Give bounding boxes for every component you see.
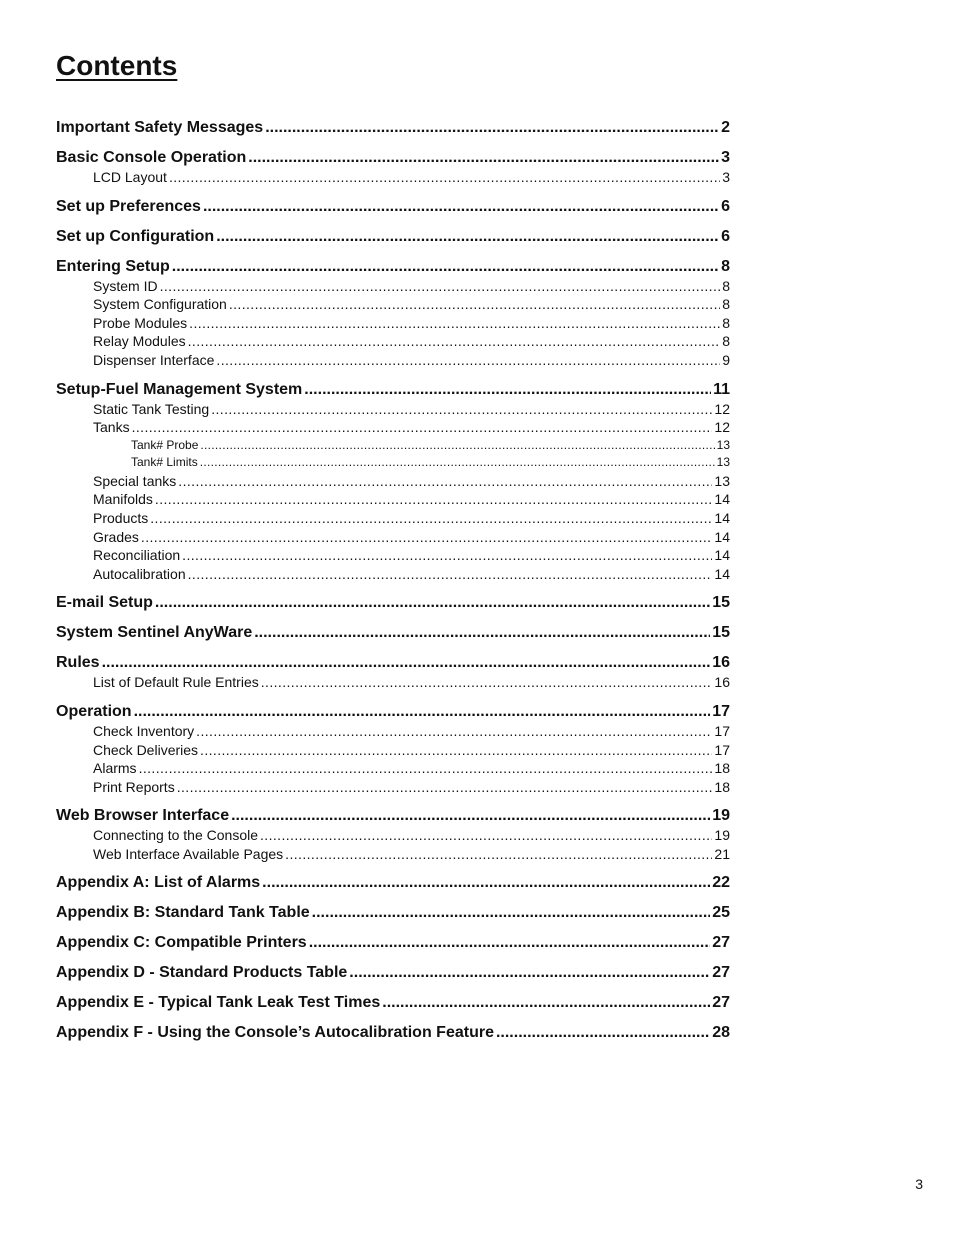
toc-entry-page: 27 bbox=[712, 994, 730, 1012]
dot-leader bbox=[139, 759, 713, 778]
toc-subsubentry[interactable] bbox=[56, 454, 730, 472]
toc-entry-page: 8 bbox=[722, 314, 730, 331]
toc-entry[interactable] bbox=[56, 226, 730, 247]
toc-entry-page: 15 bbox=[712, 624, 730, 642]
toc-entry-label: Alarms bbox=[93, 760, 137, 777]
toc-entry[interactable] bbox=[56, 902, 730, 923]
toc-entry-page: 27 bbox=[712, 934, 730, 952]
toc-entry-label: Manifolds bbox=[93, 491, 153, 508]
dot-leader bbox=[200, 437, 714, 455]
toc-entry-page: 18 bbox=[714, 760, 730, 777]
dot-leader bbox=[102, 652, 711, 673]
toc-entry-label: Rules bbox=[56, 654, 100, 672]
toc-entry-label: Tank# Probe bbox=[131, 437, 199, 452]
toc-entry-page: 13 bbox=[716, 437, 730, 452]
toc-entry-page: 16 bbox=[712, 654, 730, 672]
dot-leader bbox=[216, 226, 719, 247]
dot-leader bbox=[309, 932, 711, 953]
toc-entry-label: Appendix E - Typical Tank Leak Test Times bbox=[56, 994, 381, 1012]
toc-entry-page: 13 bbox=[716, 455, 730, 470]
toc-subentry[interactable] bbox=[56, 277, 730, 296]
dot-leader bbox=[196, 722, 712, 741]
toc-entry-label: Web Interface Available Pages bbox=[93, 845, 284, 862]
toc-entry-page: 17 bbox=[714, 741, 730, 758]
toc-entry-label: Special tanks bbox=[93, 472, 177, 489]
toc-entry[interactable] bbox=[56, 1022, 730, 1043]
dot-leader bbox=[160, 277, 721, 296]
toc-entry-label: Static Tank Testing bbox=[93, 400, 210, 417]
toc-entry-label: System Configuration bbox=[93, 296, 227, 313]
toc-entry-label: List of Default Rule Entries bbox=[93, 674, 259, 691]
dot-leader bbox=[304, 379, 711, 400]
dot-leader bbox=[248, 147, 719, 168]
toc-entry[interactable] bbox=[56, 256, 730, 277]
toc-entry-label: Entering Setup bbox=[56, 257, 170, 275]
toc-subentry[interactable] bbox=[56, 472, 730, 491]
dot-leader bbox=[231, 805, 710, 826]
toc-entry-label: Tanks bbox=[93, 419, 130, 436]
toc-subentry[interactable] bbox=[56, 826, 730, 845]
toc-entry-page: 12 bbox=[714, 419, 730, 436]
toc-entry-label: Appendix B: Standard Tank Table bbox=[56, 904, 310, 922]
toc-entry-label: Web Browser Interface bbox=[56, 807, 230, 825]
toc-entry[interactable] bbox=[56, 117, 730, 138]
dot-leader bbox=[260, 826, 712, 845]
toc-entry-page: 12 bbox=[714, 400, 730, 417]
toc-entry-page: 3 bbox=[722, 169, 730, 185]
toc-entry-label: Set up Preferences bbox=[56, 197, 201, 215]
dot-leader bbox=[211, 400, 712, 419]
toc-entry-page: 8 bbox=[722, 296, 730, 313]
toc-entry[interactable] bbox=[56, 872, 730, 893]
dot-leader bbox=[496, 1022, 710, 1043]
toc-entry-page: 13 bbox=[714, 472, 730, 489]
dot-leader bbox=[261, 673, 713, 692]
toc-entry-label: Operation bbox=[56, 702, 132, 720]
toc-entry[interactable] bbox=[56, 962, 730, 983]
toc-subentry[interactable] bbox=[56, 741, 730, 760]
dot-leader bbox=[155, 490, 713, 509]
toc-entry-label: Print Reports bbox=[93, 778, 175, 795]
toc-subentry[interactable] bbox=[56, 400, 730, 419]
toc-entry-page: 8 bbox=[722, 333, 730, 350]
dot-leader bbox=[134, 701, 711, 722]
toc-entry-label: Dispenser Interface bbox=[93, 351, 215, 368]
toc-subentry[interactable] bbox=[56, 490, 730, 509]
toc-entry-page: 6 bbox=[721, 197, 730, 215]
toc-entry-page: 27 bbox=[712, 964, 730, 982]
dot-leader bbox=[150, 509, 712, 528]
toc-subsubentry[interactable] bbox=[56, 437, 730, 455]
toc-entry-label: Set up Configuration bbox=[56, 227, 215, 245]
dot-leader bbox=[172, 256, 719, 277]
toc-subentry[interactable] bbox=[56, 351, 730, 370]
dot-leader bbox=[141, 528, 713, 547]
toc-entry-label: Products bbox=[93, 509, 149, 526]
toc-subentry[interactable] bbox=[56, 759, 730, 778]
toc-entry-label: E-mail Setup bbox=[56, 594, 153, 612]
toc-subentry[interactable] bbox=[56, 528, 730, 547]
toc-entry-page: 9 bbox=[722, 351, 730, 368]
toc-subentry[interactable] bbox=[56, 509, 730, 528]
toc-entry-page: 8 bbox=[722, 277, 730, 294]
dot-leader bbox=[200, 741, 712, 760]
toc-entry-label: Basic Console Operation bbox=[56, 149, 247, 166]
toc-subentry[interactable] bbox=[56, 546, 730, 565]
toc-subentry[interactable] bbox=[56, 565, 730, 584]
toc-entry[interactable] bbox=[56, 147, 730, 168]
toc-entry-page: 6 bbox=[721, 227, 730, 245]
toc-entry-page: 14 bbox=[714, 565, 730, 582]
toc-entry-label: Appendix F - Using the Console’s Autocalibration Feature bbox=[56, 1024, 494, 1042]
dot-leader bbox=[169, 168, 720, 187]
toc-entry[interactable] bbox=[56, 622, 730, 643]
toc-entry-page: 17 bbox=[712, 702, 730, 720]
toc-entry[interactable] bbox=[56, 701, 730, 722]
dot-leader bbox=[188, 332, 721, 351]
toc-entry[interactable] bbox=[56, 196, 730, 217]
toc-entry-label: Appendix C: Compatible Printers bbox=[56, 934, 307, 952]
dot-leader bbox=[349, 962, 710, 983]
toc-entry-label: LCD Layout bbox=[93, 169, 167, 185]
toc-entry-label: Autocalibration bbox=[93, 565, 186, 582]
toc-subentry[interactable] bbox=[56, 332, 730, 351]
dot-leader bbox=[203, 196, 719, 217]
toc-entry-page: 17 bbox=[714, 722, 730, 739]
toc-entry-label: Important Safety Messages bbox=[56, 119, 264, 136]
toc-entry[interactable] bbox=[56, 992, 730, 1013]
table-of-contents bbox=[56, 117, 730, 1043]
toc-entry[interactable] bbox=[56, 592, 730, 613]
dot-leader bbox=[200, 454, 715, 472]
toc-subentry[interactable] bbox=[56, 845, 730, 864]
toc-entry-page: 28 bbox=[712, 1024, 730, 1042]
dot-leader bbox=[285, 845, 712, 864]
toc-entry-label: Connecting to the Console bbox=[93, 827, 258, 844]
toc-entry-label: Tank# Limits bbox=[131, 455, 198, 470]
dot-leader bbox=[262, 872, 710, 893]
toc-subentry[interactable] bbox=[56, 168, 730, 187]
dot-leader bbox=[216, 351, 720, 370]
toc-entry[interactable] bbox=[56, 805, 730, 826]
page-number: 3 bbox=[915, 1176, 923, 1192]
toc-entry-label: Relay Modules bbox=[93, 333, 186, 350]
toc-subentry[interactable] bbox=[56, 314, 730, 333]
toc-subentry[interactable] bbox=[56, 295, 730, 314]
toc-entry-page: 8 bbox=[721, 257, 730, 275]
dot-leader bbox=[132, 418, 713, 437]
toc-entry[interactable] bbox=[56, 932, 730, 953]
toc-entry-label: Reconciliation bbox=[93, 547, 181, 564]
toc-entry-label: Check Inventory bbox=[93, 722, 195, 739]
toc-entry-page: 22 bbox=[712, 874, 730, 892]
dot-leader bbox=[177, 778, 713, 797]
page-title: Contents bbox=[56, 50, 178, 81]
toc-entry[interactable] bbox=[56, 652, 730, 673]
toc-entry-page: 16 bbox=[714, 674, 730, 691]
toc-entry-page: 19 bbox=[712, 807, 730, 825]
toc-entry-page: 14 bbox=[714, 509, 730, 526]
toc-entry-label: Check Deliveries bbox=[93, 741, 199, 758]
toc-entry-label: Setup-Fuel Management System bbox=[56, 380, 303, 398]
dot-leader bbox=[312, 902, 711, 923]
dot-leader bbox=[178, 472, 712, 491]
toc-entry[interactable] bbox=[56, 379, 730, 400]
toc-entry-label: Probe Modules bbox=[93, 314, 188, 331]
toc-entry-page: 19 bbox=[714, 827, 730, 844]
toc-subentry[interactable] bbox=[56, 722, 730, 741]
toc-entry-label: Appendix A: List of Alarms bbox=[56, 874, 261, 892]
toc-entry-page: 25 bbox=[712, 904, 730, 922]
toc-entry-page: 14 bbox=[714, 547, 730, 564]
dot-leader bbox=[229, 295, 720, 314]
toc-entry-page: 21 bbox=[714, 845, 730, 862]
dot-leader bbox=[155, 592, 710, 613]
toc-entry-page: 18 bbox=[714, 778, 730, 795]
toc-entry-label: Grades bbox=[93, 528, 139, 545]
toc-subentry[interactable] bbox=[56, 778, 730, 797]
toc-subentry[interactable] bbox=[56, 673, 730, 692]
dot-leader bbox=[254, 622, 710, 643]
toc-entry-label: System Sentinel AnyWare bbox=[56, 624, 253, 642]
toc-entry-page: 14 bbox=[714, 491, 730, 508]
toc-entry-label: Appendix D - Standard Products Table bbox=[56, 964, 348, 982]
toc-entry-page: 15 bbox=[712, 594, 730, 612]
dot-leader bbox=[189, 314, 720, 333]
toc-entry-page: 3 bbox=[721, 149, 730, 166]
dot-leader bbox=[188, 565, 713, 584]
toc-subentry[interactable] bbox=[56, 418, 730, 437]
toc-entry-page: 2 bbox=[721, 119, 730, 136]
dot-leader bbox=[265, 117, 719, 138]
toc-entry-page: 14 bbox=[714, 528, 730, 545]
toc-entry-label: System ID bbox=[93, 277, 158, 294]
dot-leader bbox=[182, 546, 712, 565]
dot-leader bbox=[382, 992, 710, 1013]
toc-entry-page: 11 bbox=[713, 380, 730, 398]
